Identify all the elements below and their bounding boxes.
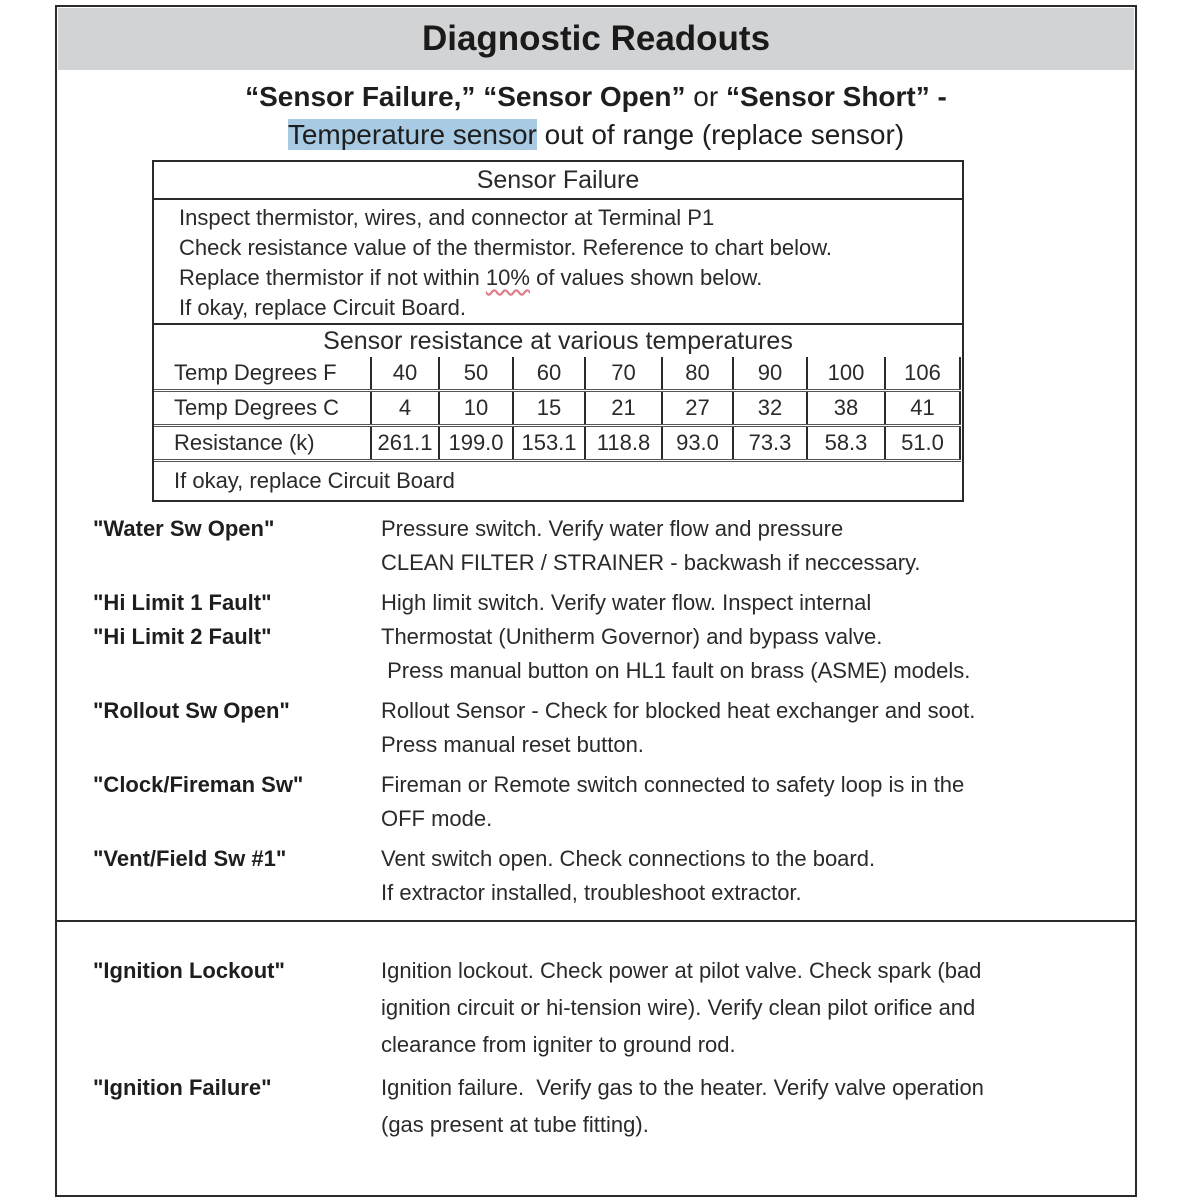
fault-description (381, 768, 1135, 836)
fault-description (381, 586, 1135, 620)
description-line: Rollout Sensor - Check for blocked heat exchanger and soot. (381, 698, 976, 723)
description-rest: out of range (replace sensor) (544, 119, 905, 150)
table-cell: 32 (733, 391, 807, 426)
fault-row (57, 768, 1135, 836)
table-cell: 21 (585, 391, 662, 426)
fault-code: "Clock/Fireman Sw" (93, 772, 304, 797)
row-label: Resistance (k) (154, 426, 371, 461)
sensor-codes-heading (57, 78, 1135, 116)
table-cell: 4 (371, 391, 439, 426)
or-text: or (693, 81, 719, 112)
fault-description (381, 952, 1135, 1063)
fault-list (57, 512, 1135, 910)
table-cell: 261.1 (371, 426, 439, 461)
description-line: Press manual reset button. (381, 732, 644, 757)
fault-description (381, 512, 1135, 580)
table-cell: 40 (371, 357, 439, 391)
table-cell: 118.8 (585, 426, 662, 461)
table-row (154, 357, 960, 391)
table-cell: 10 (439, 391, 513, 426)
fault-row (57, 586, 1135, 620)
instruction-text: Replace thermistor if not within (179, 265, 480, 290)
table-cell: 100 (807, 357, 885, 391)
description-line: clearance from igniter to ground rod. (381, 1032, 736, 1057)
sensor-failure-box (152, 160, 964, 502)
instruction-line: Inspect thermistor, wires, and connector at Terminal P1 (179, 205, 715, 230)
instruction-line: If okay, replace Circuit Board. (179, 295, 466, 320)
resistance-table (154, 357, 961, 462)
row-label: Temp Degrees C (154, 391, 371, 426)
description-line: Press manual button on HL1 fault on brass (ASME) models. (381, 658, 971, 683)
table-cell: 51.0 (885, 426, 960, 461)
fault-row (57, 512, 1135, 580)
table-cell: 106 (885, 357, 960, 391)
table-cell: 15 (513, 391, 585, 426)
section-divider (55, 920, 1137, 922)
description-line: High limit switch. Verify water flow. Inspect internal (381, 590, 872, 615)
fault-code: "Rollout Sw Open" (93, 698, 290, 723)
fault-code: "Water Sw Open" (93, 516, 275, 541)
fault-code: "Vent/Field Sw #1" (93, 846, 287, 871)
description-line: ignition circuit or hi-tension wire). Verify clean pilot orifice and (381, 995, 976, 1020)
ignition-fault-list (57, 952, 1135, 1143)
fault-description (381, 1069, 1135, 1143)
description-line: Ignition failure. Verify gas to the heater. Verify valve operation (381, 1075, 984, 1100)
code-sensor-failure: “Sensor Failure,” (245, 81, 476, 112)
code-sensor-short: “Sensor Short” (725, 81, 930, 112)
page-title: Diagnostic Readouts (421, 19, 771, 58)
instruction-line: Check resistance value of the thermistor. Reference to chart below. (179, 235, 832, 260)
fault-row (57, 1069, 1135, 1143)
table-cell: 153.1 (513, 426, 585, 461)
code-sensor-open: “Sensor Open” (483, 81, 686, 112)
sensor-failure-instructions (154, 200, 962, 323)
table-cell: 50 (439, 357, 513, 391)
fault-row (57, 952, 1135, 1063)
table-cell: 41 (885, 391, 960, 426)
description-line: (gas present at tube fitting). (381, 1112, 649, 1137)
description-line: Fireman or Remote switch connected to safety loop is in the (381, 772, 965, 797)
table-cell: 38 (807, 391, 885, 426)
table-cell: 73.3 (733, 426, 807, 461)
table-row (154, 426, 960, 461)
fault-description (381, 842, 1135, 910)
fault-code: "Hi Limit 2 Fault" (93, 624, 272, 649)
fault-code: "Ignition Lockout" (93, 958, 285, 983)
fault-row (57, 620, 1135, 688)
resistance-table-title: Sensor resistance at various temperatures (154, 323, 962, 357)
table-cell: 80 (662, 357, 733, 391)
table-cell: 60 (513, 357, 585, 391)
sensor-description (57, 116, 1135, 154)
diagnostic-readouts-panel (55, 5, 1137, 1197)
title-bar (58, 8, 1134, 70)
table-cell: 90 (733, 357, 807, 391)
spellcheck-word: 10% (485, 265, 530, 290)
fault-row (57, 842, 1135, 910)
fault-code: "Hi Limit 1 Fault" (93, 590, 272, 615)
description-line: OFF mode. (381, 806, 493, 831)
table-cell: 27 (662, 391, 733, 426)
description-line: Pressure switch. Verify water flow and pressure (381, 516, 844, 541)
instruction-line (179, 263, 962, 293)
table-cell: 70 (585, 357, 662, 391)
fault-code: "Ignition Failure" (93, 1075, 272, 1100)
table-cell: 93.0 (662, 426, 733, 461)
row-label: Temp Degrees F (154, 357, 371, 391)
description-line: If extractor installed, troubleshoot extractor. (381, 880, 802, 905)
fault-row (57, 694, 1135, 762)
description-line: Vent switch open. Check connections to the board. (381, 846, 876, 871)
description-line: Thermostat (Unitherm Governor) and bypass valve. (381, 624, 883, 649)
description-line: CLEAN FILTER / STRAINER - backwash if neccessary. (381, 550, 921, 575)
fault-description (381, 694, 1135, 762)
highlighted-text[interactable]: Temperature sensor (287, 119, 537, 150)
table-cell: 58.3 (807, 426, 885, 461)
instruction-text: of values shown below. (536, 265, 763, 290)
dash-text: - (937, 81, 947, 112)
fault-description (381, 620, 1135, 688)
table-row (154, 391, 960, 426)
description-line: Ignition lockout. Check power at pilot valve. Check spark (bad (381, 958, 982, 983)
table-cell: 199.0 (439, 426, 513, 461)
resistance-footer: If okay, replace Circuit Board (174, 468, 455, 493)
sensor-failure-title: Sensor Failure (154, 162, 962, 200)
